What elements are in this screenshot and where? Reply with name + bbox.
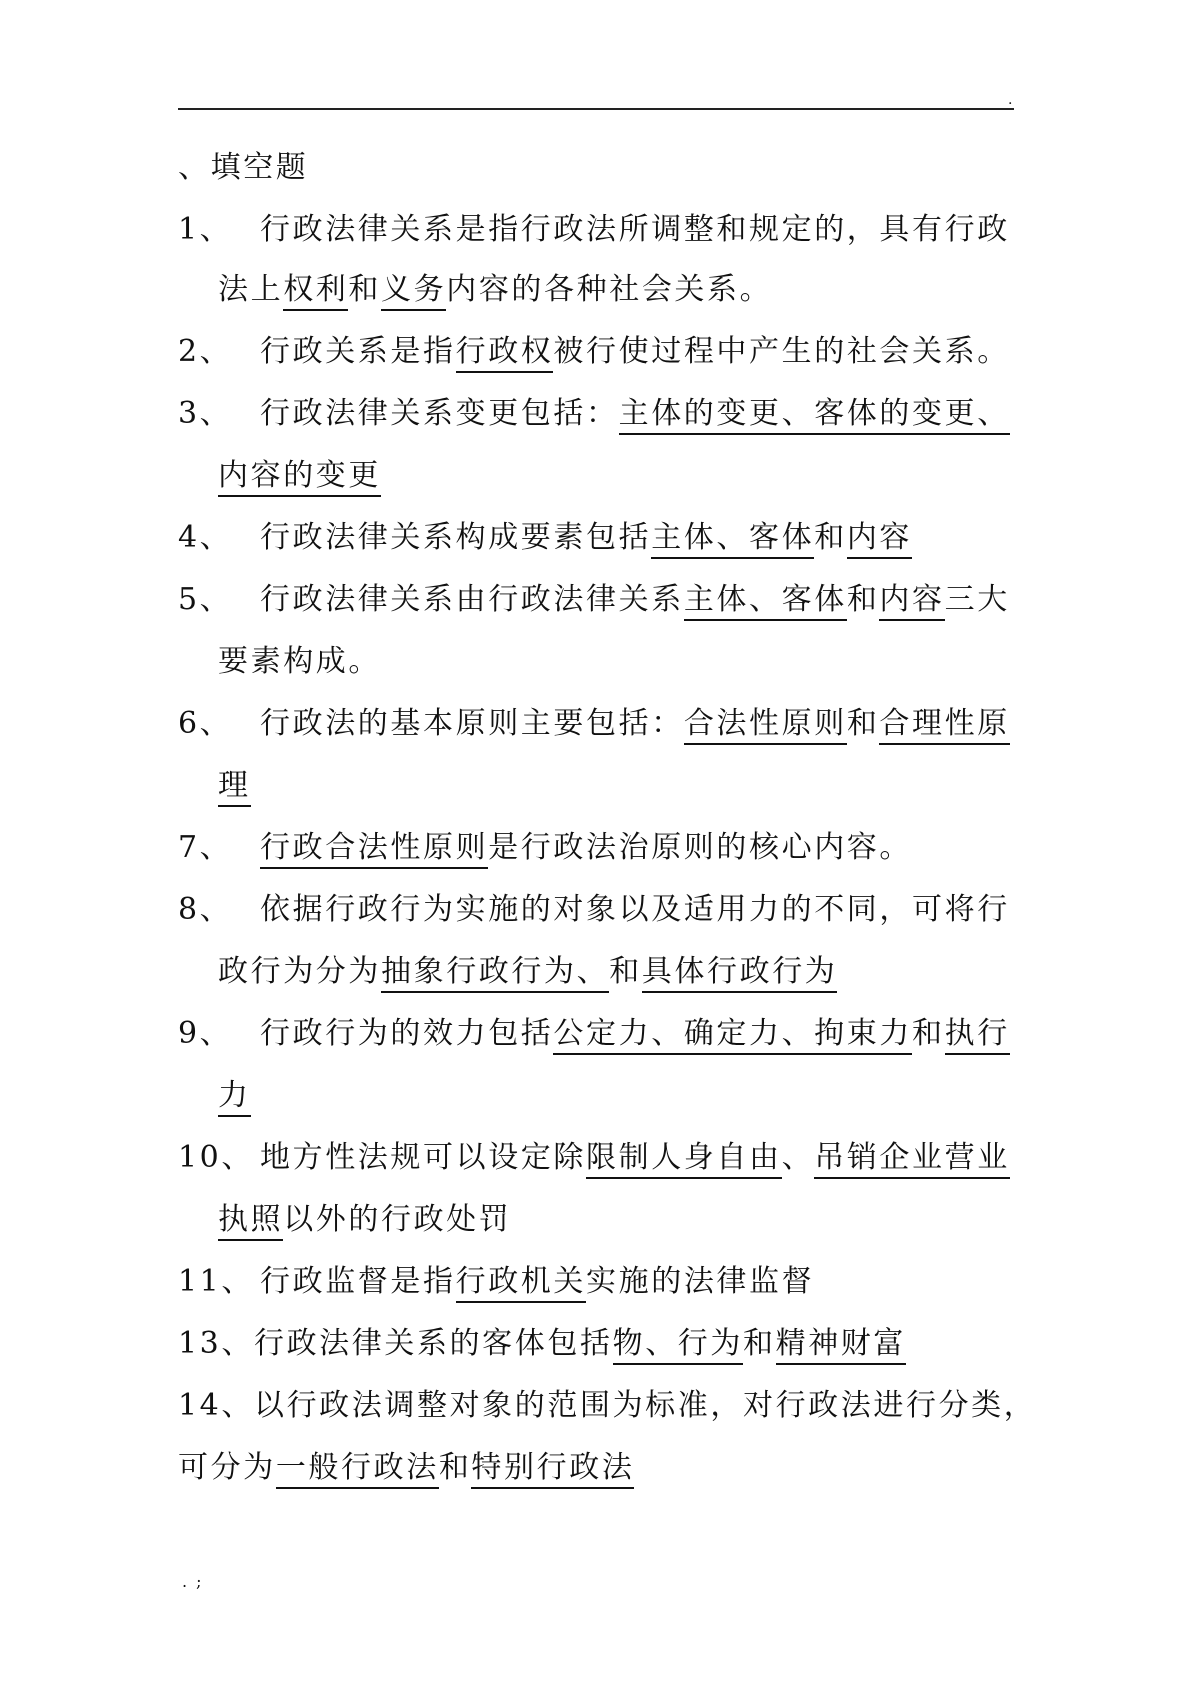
question-8-line-2: [218, 950, 837, 994]
answer-blank: 执行: [945, 1016, 1010, 1055]
section-title: 、填空题: [178, 150, 309, 185]
question-number: 10、: [178, 1140, 254, 1175]
question-text: 行政法律关系是指行政法所调整和规定的，具有行政: [260, 212, 1010, 247]
question-text: 法上: [218, 272, 284, 307]
question-number: 1、: [178, 212, 233, 247]
question-13-line-1: [178, 1322, 906, 1366]
question-number: 8、: [178, 892, 233, 927]
question-number: 3、: [178, 396, 233, 431]
answer-blank: 公定力、确定力、拘束力: [553, 1016, 912, 1055]
question-number: 6、: [178, 706, 233, 741]
question-text: 行政法律关系构成要素包括: [260, 520, 652, 555]
question-text: 政行为分为: [218, 954, 381, 989]
answer-blank: 抽象行政行为、: [381, 954, 609, 993]
question-10-line-1: [178, 1136, 1010, 1180]
question-text: 行政行为的效力包括: [260, 1016, 554, 1051]
question-2-line-1: [178, 330, 1010, 374]
question-6-line-2: [218, 764, 251, 808]
question-text: 地方性法规可以设定除: [260, 1140, 586, 1175]
question-text: 和: [846, 582, 880, 617]
question-14-line-1: [178, 1384, 1036, 1428]
answer-blank: 执照: [218, 1202, 283, 1241]
question-9-line-2: [218, 1074, 251, 1118]
answer-blank: 具体行政行为: [642, 954, 838, 993]
question-text: 以外的行政处罚: [283, 1202, 512, 1237]
question-number: 2、: [178, 334, 233, 369]
question-text: 和: [609, 954, 642, 989]
answer-blank: 内容的变更: [218, 458, 381, 497]
question-text: 和: [743, 1326, 776, 1361]
answer-blank: 主体、客体: [651, 520, 814, 559]
answer-blank: 限制人身自由: [586, 1140, 782, 1179]
footer-mark: . ;: [182, 1572, 204, 1591]
question-9-line-1: [178, 1012, 1010, 1056]
question-text: 以行政法调整对象的范围为标准，对行政法进行分类，: [253, 1388, 1037, 1423]
question-14-line-2: [178, 1446, 634, 1490]
answer-blank: 合法性原则: [684, 706, 847, 745]
answer-blank: 理: [218, 768, 251, 807]
answer-blank: 吊销企业营业: [814, 1140, 1010, 1179]
question-text: 行政法律关系的客体包括: [253, 1326, 613, 1361]
question-3-line-1: [178, 392, 1010, 436]
question-4-line-1: [178, 516, 912, 560]
answer-blank: 权利: [283, 272, 348, 311]
question-5-line-1: [178, 578, 1010, 622]
question-text: 实施的法律监督: [586, 1264, 815, 1299]
question-1-line-1: [178, 208, 1010, 252]
answer-blank: 义务: [381, 272, 446, 311]
answer-blank: 行政权: [456, 334, 554, 373]
question-text: 行政法律关系由行政法律关系: [260, 582, 684, 617]
question-number: 13、: [178, 1326, 254, 1361]
header-mark: .: [1008, 92, 1013, 108]
question-11-line-1: [178, 1260, 814, 1304]
answer-blank: 精神财富: [776, 1326, 906, 1365]
answer-blank: 内容: [847, 520, 912, 559]
question-text: 行政监督是指: [260, 1264, 456, 1299]
answer-blank: 力: [218, 1078, 251, 1117]
answer-blank: 主体的变更、客体的变更、: [619, 396, 1010, 435]
question-10-line-2: [218, 1198, 511, 1242]
answer-blank: 主体、客体: [684, 582, 847, 621]
question-text: 三大: [944, 582, 1010, 617]
question-text: 和: [438, 1450, 472, 1485]
question-6-line-1: [178, 702, 1010, 746]
question-text: 被行使过程中产生的社会关系。: [553, 334, 1010, 369]
question-text: 和: [814, 520, 847, 555]
question-7-line-1: [178, 826, 912, 870]
question-text: 和: [846, 706, 880, 741]
question-number: 9、: [178, 1016, 233, 1051]
answer-blank: 行政合法性原则: [260, 830, 488, 869]
question-text: 、: [781, 1140, 815, 1175]
question-text: 和: [912, 1016, 945, 1051]
question-text: 行政法的基本原则主要包括：: [260, 706, 684, 741]
answer-blank: 一般行政法: [276, 1450, 439, 1489]
header-rule: [178, 108, 1014, 110]
answer-blank: 合理性原: [879, 706, 1009, 745]
question-number: 4、: [178, 520, 233, 555]
answer-blank: 内容: [879, 582, 944, 621]
question-text: 依据行政行为实施的对象以及适用力的不同，可将行: [260, 892, 1010, 927]
question-text: 可分为: [178, 1450, 276, 1485]
question-number: 11、: [178, 1264, 254, 1299]
answer-blank: 物、行为: [613, 1326, 743, 1365]
question-text: 是行政法治原则的核心内容。: [488, 830, 913, 865]
question-3-line-2: [218, 454, 381, 498]
question-number: 5、: [178, 582, 233, 617]
question-text: 和: [348, 272, 382, 307]
question-text: 内容的各种社会关系。: [446, 272, 773, 307]
question-1-line-2: [218, 268, 772, 312]
question-text: 行政关系是指: [260, 334, 456, 369]
question-8-line-1: [178, 888, 1010, 932]
question-text: 要素构成。: [218, 644, 381, 679]
answer-blank: 特别行政法: [471, 1450, 634, 1489]
question-5-line-2: [218, 640, 381, 684]
answer-blank: 行政机关: [456, 1264, 586, 1303]
question-text: 行政法律关系变更包括：: [260, 396, 619, 431]
question-number: 7、: [178, 830, 233, 865]
question-number: 14、: [178, 1388, 254, 1423]
